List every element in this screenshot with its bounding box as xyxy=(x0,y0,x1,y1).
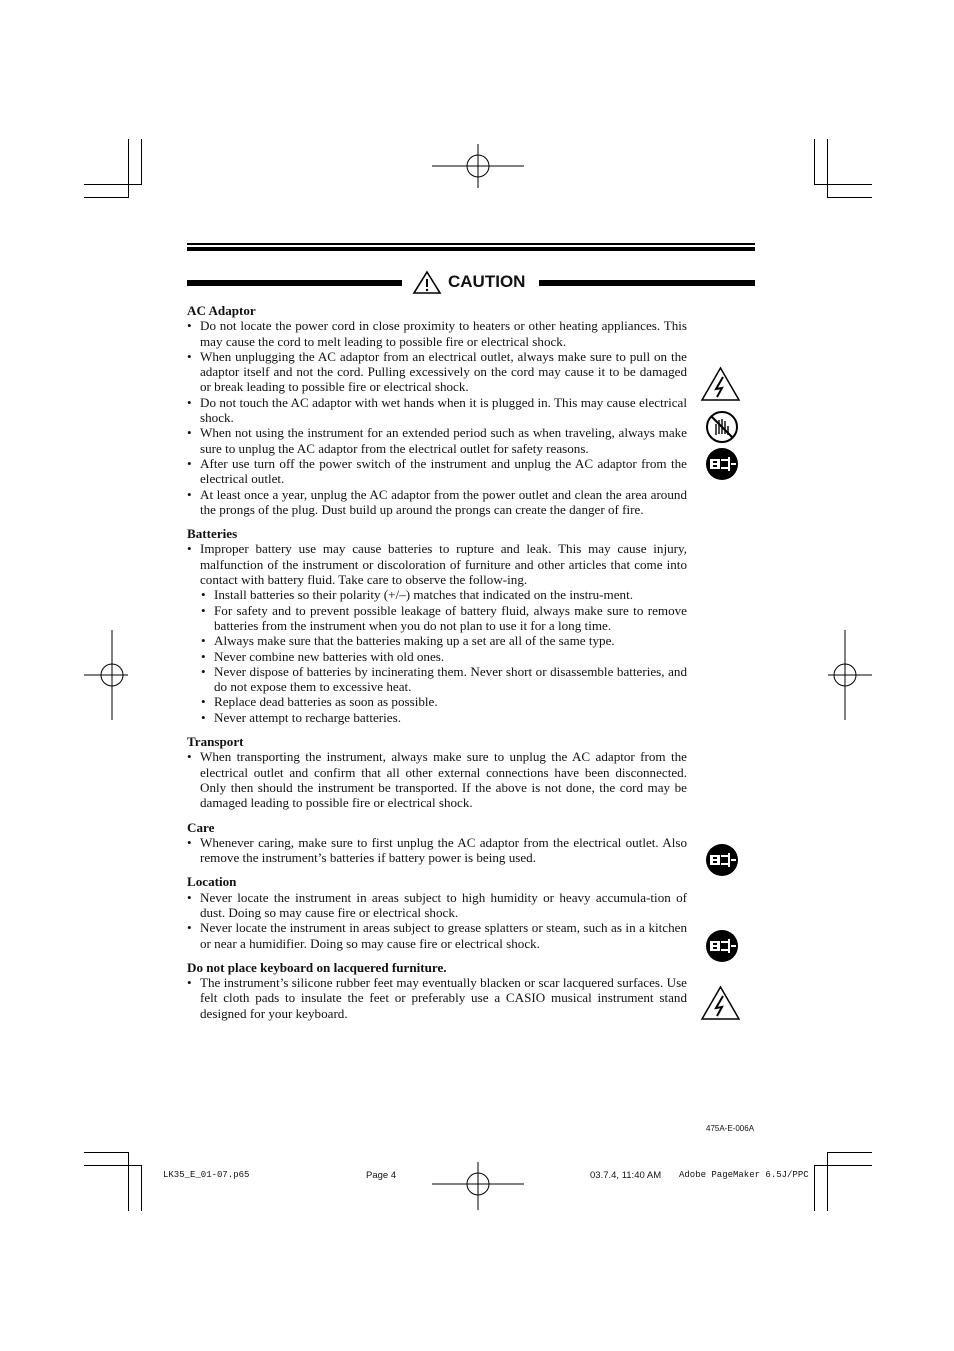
registration-mark-top xyxy=(432,144,524,188)
sub-list-item: • Never attempt to recharge batteries. xyxy=(187,710,687,725)
crop-mark xyxy=(141,1165,142,1211)
crop-mark xyxy=(84,184,142,185)
section-ac-adaptor xyxy=(187,303,687,517)
crop-mark xyxy=(827,1152,872,1153)
caution-heading: CAUTION xyxy=(448,272,526,291)
section-care xyxy=(187,820,687,866)
warning-triangle-icon xyxy=(412,270,442,295)
sub-list-item: • Replace dead batteries as soon as possible. xyxy=(187,694,687,709)
caution-content xyxy=(187,303,687,1030)
crop-mark xyxy=(827,197,872,198)
section-title: Location xyxy=(187,874,237,890)
section-transport xyxy=(187,734,687,810)
header-rule-thin xyxy=(187,243,755,245)
crop-mark xyxy=(84,1165,142,1166)
list-item: • At least once a year, unplug the AC adaptor from the power outlet and clean the area around the prongs of the plug. Dust build up around the prongs can create the danger of fire. xyxy=(187,487,687,518)
list-item: • When unplugging the AC adaptor from an electrical outlet, always make sure to pull on the adaptor itself and not the cord. Pulling excessively on the cord may cause it to be damaged or break leading to possible fire or electrical shock. xyxy=(187,349,687,395)
list-item: • Whenever caring, make sure to first unplug the AC adaptor from the electrical outlet. Also remove the instrument’s batteries if battery power is being used. xyxy=(187,835,687,866)
list-item: • After use turn off the power switch of the instrument and unplug the AC adaptor from the electrical outlet. xyxy=(187,456,687,487)
crop-mark xyxy=(814,1165,872,1166)
section-title: Batteries xyxy=(187,526,238,542)
crop-mark xyxy=(141,139,142,185)
crop-mark xyxy=(814,139,815,185)
crop-mark xyxy=(128,139,129,197)
caution-rule-left xyxy=(187,280,402,286)
section-title: AC Adaptor xyxy=(187,303,256,318)
crop-mark xyxy=(84,1152,129,1153)
crop-mark xyxy=(128,1152,129,1211)
registration-mark-left xyxy=(84,630,128,720)
crop-mark xyxy=(84,197,129,198)
footer-application: Adobe PageMaker 6.5J/PPC xyxy=(679,1170,809,1180)
unplug-power-icon xyxy=(705,447,739,481)
registration-mark-right xyxy=(828,630,872,720)
section-title: Care xyxy=(187,819,215,835)
list-item: • When not using the instrument for an extended period such as when traveling, always make sure to unplug the AC adaptor from the electrical outlet for safety reasons. xyxy=(187,425,687,456)
section-title: Do not place keyboard on lacquered furniture. xyxy=(187,959,447,975)
registration-mark-bottom xyxy=(432,1162,524,1210)
header-rule-thick xyxy=(187,247,755,251)
section-batteries xyxy=(187,526,687,725)
crop-mark xyxy=(814,1165,815,1211)
sub-list-item: • Install batteries so their polarity (+/–) matches that indicated on the instru-ment. xyxy=(187,587,687,602)
section-title: Transport xyxy=(187,734,244,750)
section-lacquered-furniture xyxy=(187,960,687,1021)
footer-datetime: 03.7.4, 11:40 AM xyxy=(590,1170,662,1181)
sub-list-item: • For safety and to prevent possible leakage of battery fluid, always make sure to remove batteries from the instrument when you do not plan to use it for a long time. xyxy=(187,603,687,634)
list-item: • When transporting the instrument, always make sure to unplug the AC adaptor from the electrical outlet and confirm that all other external connections have been disconnected. Only then should the instrument be transported. If the above is not done, the cord may be damaged leading to possible fire or electrical shock. xyxy=(187,749,687,810)
crop-mark xyxy=(827,1152,828,1211)
unplug-power-icon xyxy=(705,843,739,877)
list-item: • Never locate the instrument in areas subject to grease splatters or steam, such as in a kitchen or near a humidifier. Doing so may cause fire or electrical shock. xyxy=(187,920,687,951)
section-location xyxy=(187,874,687,950)
list-item: • Do not touch the AC adaptor with wet hands when it is plugged in. This may cause electrical shock. xyxy=(187,395,687,426)
electric-shock-warning-icon xyxy=(700,985,741,1021)
list-item: • Improper battery use may cause batteries to rupture and leak. This may cause injury, malfunction of the instrument or discoloration of furniture and other articles that come into contact with battery fluid. Take care to observe the follow-ing. xyxy=(187,541,687,587)
sub-list-item: • Always make sure that the batteries making up a set are all of the same type. xyxy=(187,633,687,648)
crop-mark xyxy=(814,184,872,185)
list-item: • Do not locate the power cord in close proximity to heaters or other heating appliances. This may cause the cord to melt leading to possible fire or electrical shock. xyxy=(187,318,687,349)
list-item: • Never locate the instrument in areas subject to high humidity or heavy accumula-tion of dust. Doing so may cause fire or electrical shock. xyxy=(187,890,687,921)
footer-page: Page 4 xyxy=(366,1170,397,1181)
crop-mark xyxy=(827,139,828,197)
document-code: 475A-E-006A xyxy=(706,1124,755,1133)
unplug-power-icon xyxy=(705,929,739,963)
sub-list-item: • Never combine new batteries with old ones. xyxy=(187,649,687,664)
electric-shock-warning-icon xyxy=(700,366,741,402)
footer-filename: LK35_E_01-07.p65 xyxy=(163,1170,250,1180)
list-item: • The instrument’s silicone rubber feet may eventually blacken or scar lacquered surfaces. Use felt cloth pads to insulate the feet or preferably use a CASIO musical instrument stand designed for your keyboard. xyxy=(187,975,687,1021)
caution-rule-right xyxy=(539,280,755,286)
sub-list-item: • Never dispose of batteries by incinerating them. Never short or disassemble batteries, and do not expose them to excessive heat. xyxy=(187,664,687,695)
no-wet-hands-icon xyxy=(705,410,739,444)
